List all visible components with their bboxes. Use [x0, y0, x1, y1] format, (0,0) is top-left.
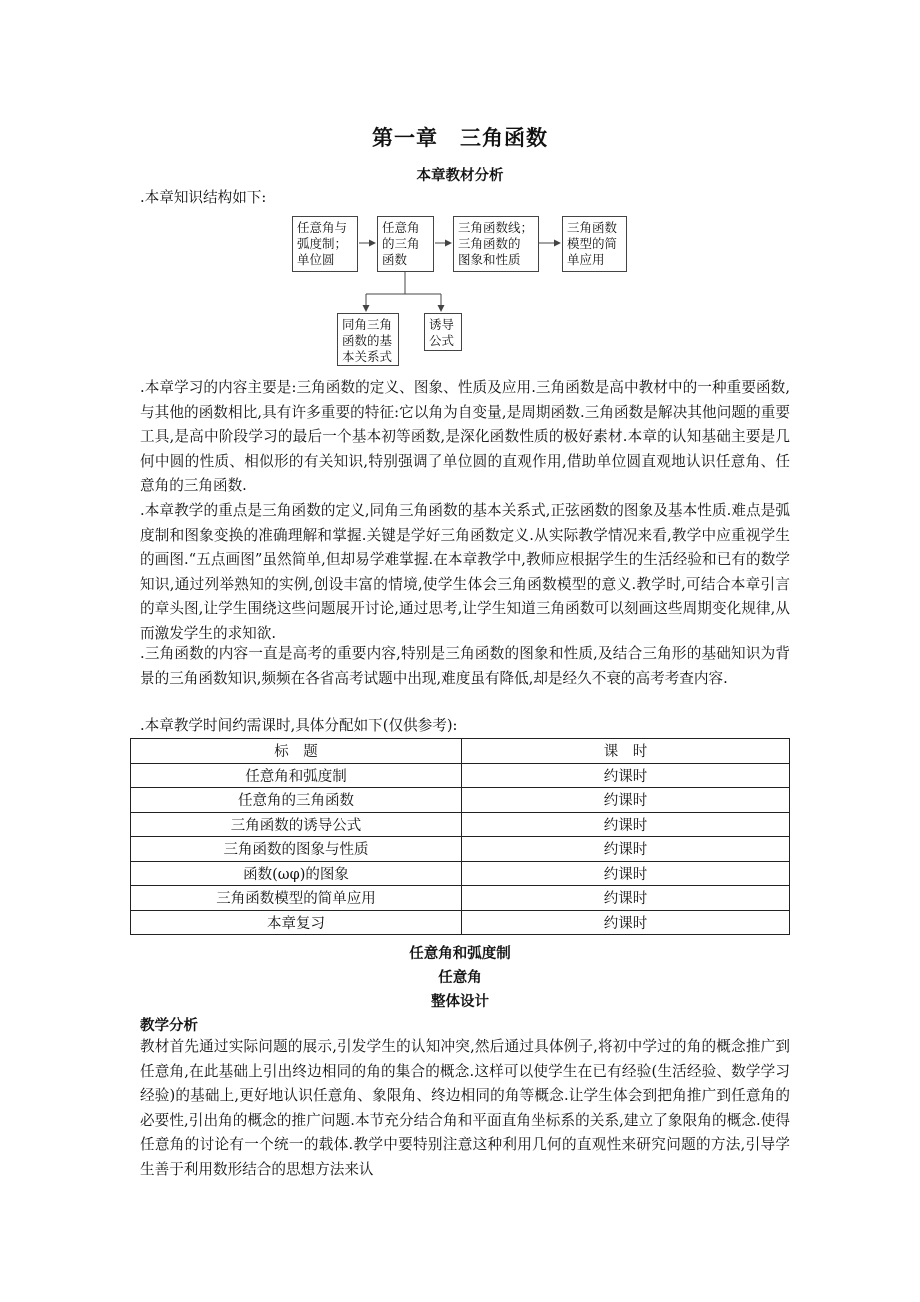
table-cell: 任意角和弧度制	[131, 763, 462, 788]
diagram-box-trig-function: 任意角 的三角 函数	[377, 216, 434, 272]
table-row	[131, 837, 790, 862]
table-cell: 约课时	[462, 812, 790, 837]
paragraph-focus: .本章教学的重点是三角函数的定义,同角三角函数的基本关系式,正弦函数的图象及基本性质.难点是弧度制和图象变换的准确理解和掌握.关键是学好三角函数定义.从实际教学情况来看,教学中应重视学生的画图.“五点画图”虽然简单,但却易学难掌握.在本章教学中,教师应根据学生的生活经验和已有的数学知识,通过列举熟知的实例,创设丰富的情境,使学生体会三角函数模型的意义.教学时,可结合本章引言的章头图,让学生围绕这些问题展开讨论,通过思考,让学生知道三角函数可以刻画这些周期变化规律,从而激发学生的求知欲.	[140, 502, 790, 642]
table-cell: 三角函数模型的简单应用	[131, 886, 462, 911]
table-header-row	[131, 739, 790, 764]
table-cell: 三角函数的图象与性质	[131, 837, 462, 862]
table-row	[131, 788, 790, 813]
table-cell: 本章复习	[131, 910, 462, 935]
table-cell: 约课时	[462, 910, 790, 935]
table-cell: 约课时	[462, 837, 790, 862]
teaching-analysis-label: 教学分析	[140, 1018, 198, 1034]
paragraph-content: .本章学习的内容主要是:三角函数的定义、图象、性质及应用.三角函数是高中教材中的一种重要函数,与其他的函数相比,具有许多重要的特征:它以角为自变量,是周期函数.三角函数是解决其他问题的重要工具,是高中阶段学习的最后一个基本初等函数,是深化函数性质的极好素材.本章的认知基础主要是几何中圆的性质、相似形的有关知识,特别强调了单位圆的直观作用,借助单位圆直观地认识任意角、任意角的三角函数.	[140, 379, 790, 495]
table-row	[131, 886, 790, 911]
table-cell: 约课时	[462, 886, 790, 911]
diagram-box-induction-formula: 诱导 公式	[424, 313, 462, 351]
design-title: 整体设计	[431, 994, 489, 1010]
paragraph-exam: .三角函数的内容一直是高考的重要内容,特别是三角函数的图象和性质,及结合三角形的基础知识为背景的三角函数知识,频频在各省高考试题中出现,难度虽有降低,却是经久不衰的高考考查内容.	[140, 645, 790, 687]
teaching-analysis-text: 教材首先通过实际问题的展示,引发学生的认知冲突,然后通过具体例子,将初中学过的角的概念推广到任意角,在此基础上引出终边相同的角的集合的概念.这样可以使学生在已有经验(生活经验、数学学习经验)的基础上,更好地认识任意角、象限角、终边相同的角等概念.让学生体会到把角推广到任意角的必要性,引出角的概念的推广问题.本节充分结合角和平面直角坐标系的关系,建立了象限角的概念.使得任意角的讨论有一个统一的载体.教学中要特别注意这种利用几何的直观性来研究问题的方法,引导学生善于利用数形结合的思想方法来认	[140, 1038, 790, 1178]
subsection-title: 任意角	[438, 970, 482, 986]
table-cell: 任意角的三角函数	[131, 788, 462, 813]
table-row	[131, 812, 790, 837]
table-row	[131, 861, 790, 886]
table-cell: 三角函数的诱导公式	[131, 812, 462, 837]
table-cell: 约课时	[462, 861, 790, 886]
diagram-box-angle-radian: 任意角与 弧度制； 单位圆	[292, 216, 358, 272]
schedule-table	[130, 738, 790, 935]
diagram-box-model-application: 三角函数 模型的简 单应用	[562, 216, 627, 272]
table-row	[131, 910, 790, 935]
paragraph-schedule-intro: .本章教学时间约需课时,具体分配如下(仅供参考):	[140, 717, 458, 734]
table-cell: 约课时	[462, 763, 790, 788]
analysis-heading: 本章教材分析	[416, 168, 504, 184]
diagram-box-basic-relations: 同角三角 函数的基 本关系式	[337, 313, 399, 366]
table-cell: 约课时	[462, 788, 790, 813]
table-cell: 函数(ωφ)的图象	[131, 861, 462, 886]
chapter-title: 第一章 三角函数	[372, 126, 548, 150]
table-row	[131, 763, 790, 788]
section-title: 任意角和弧度制	[409, 946, 511, 962]
table-header-topic: 标 题	[131, 739, 462, 764]
knowledge-intro: .本章知识结构如下:	[140, 189, 267, 206]
diagram-box-graph-properties: 三角函数线； 三角函数的 图象和性质	[453, 216, 539, 272]
table-header-hours: 课 时	[462, 739, 790, 764]
knowledge-structure-diagram	[292, 214, 627, 366]
